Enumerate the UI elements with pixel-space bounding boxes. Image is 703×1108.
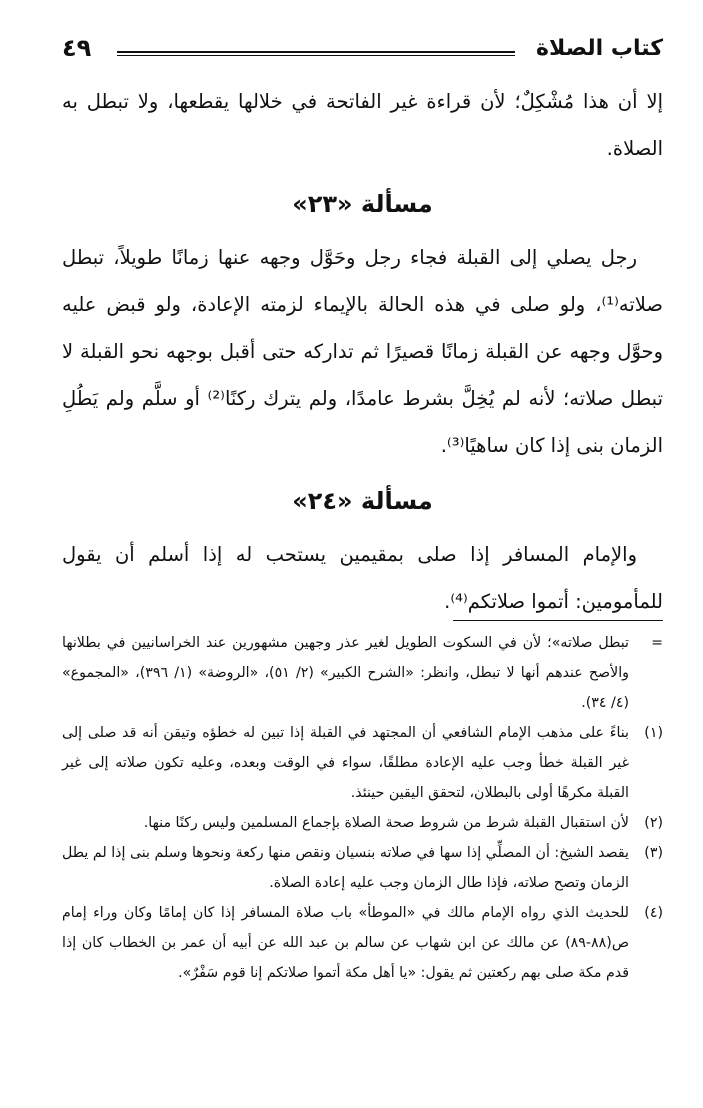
footnote-text: بناءً على مذهب الإمام الشافعي أن المجتهد في القبلة إذا تبين له خطؤه وتيقن أنه قد صلى إلى غير القبلة خطأ وجب عليه الإعادة مطلقًا، سواء في الوقت وبعده، وعليه تكون صلاته إلى غير القبلة مكرهًا أولى بالبطلان، لتحقق اليقين حينئذ. bbox=[62, 725, 629, 801]
footnote-mark: (٤) bbox=[644, 905, 663, 921]
header-rule bbox=[117, 51, 515, 56]
issue-24-heading: مسألة «٢٤» bbox=[292, 487, 433, 515]
issue-23-heading: مسألة «٢٣» bbox=[292, 190, 433, 218]
footnote-text: يقصد الشيخ: أن المصلِّي إذا سها في صلاته بنسيان ونقص منها ركعة ونحوها وسلم بنى إذا لم يطل الزمان وتصح صلاته، فإذا طال الزمان وجب عليه إعادة الصلاة. bbox=[62, 845, 629, 891]
footnote-2 bbox=[62, 808, 663, 838]
page-number: ٤٩ bbox=[62, 34, 92, 62]
chapter-title: كتاب الصلاة bbox=[536, 36, 663, 61]
footnote-mark: (٢) bbox=[644, 815, 663, 831]
main-text bbox=[62, 78, 663, 625]
footnote-text: تبطل صلاته»؛ لأن في السكوت الطويل لغير عذر وجهين مشهورين عند الخراسانيين في بطلانها والأصح عندهم أنها لا تبطل، وانظر: «الشرح الكبير» (٢/ ٥١)، «الروضة» (١/ ٣٩٦)، «المجموع» (٤/ ٣٤). bbox=[62, 635, 629, 711]
footnote-mark: (١) bbox=[644, 725, 663, 741]
footnote-continued bbox=[62, 628, 663, 718]
footnote-1 bbox=[62, 718, 663, 808]
running-header bbox=[62, 30, 663, 70]
intro-paragraph: إلا أن هذا مُشْكِلٌ؛ لأن قراءة غير الفاتحة في خلالها يقطعها، ولا تبطل به الصلاة. bbox=[62, 90, 663, 160]
footnote-mark: = bbox=[651, 635, 663, 651]
footnotes bbox=[62, 628, 663, 988]
footnote-text: لأن استقبال القبلة شرط من شروط صحة الصلاة بإجماع المسلمين وليس ركنًا منها. bbox=[143, 815, 629, 831]
footnote-3 bbox=[62, 838, 663, 898]
footnote-text: للحديث الذي رواه الإمام مالك في «الموطأ» باب صلاة المسافر إذا كان إمامًا وكان وراء إمام ص(٨٨-٨٩) عن مالك عن ابن شهاب عن سالم بن عبد الله عن أبيه أن عمر بن الخطاب كان إذا قدم مكة صلى بهم ركعتين ثم يقول: «يا أهل مكة أتموا صلاتكم إنا قوم سَفْرٌ». bbox=[62, 905, 629, 981]
footnote-separator bbox=[453, 620, 663, 621]
footnote-4 bbox=[62, 898, 663, 988]
issue-23-paragraph: رجل يصلي إلى القبلة فجاء رجل وحَوَّل وجهه عنها زمانًا طويلاً، تبطل صلاته⁽¹⁾، ولو صلى في هذه الحالة بالإيماء لزمته الإعادة، ولو قبض عليه وحوَّل وجهه عن القبلة زمانًا قصيرًا ثم تداركه حتى أقبل بوجهه نحو القبلة لا تبطل صلاته؛ لأنه لم يُخِلَّ بشرط عامدًا، ولم يترك ركنًا⁽²⁾ أو سلَّم ولم يَطُلِ الزمان بنى إذا كان ساهيًا⁽³⁾. bbox=[62, 246, 663, 457]
issue-24-paragraph: والإمام المسافر إذا صلى بمقيمين يستحب له إذا أسلم أن يقول للمأمومين: أتموا صلاتكم⁽⁴⁾. bbox=[62, 543, 663, 613]
footnote-mark: (٣) bbox=[644, 845, 663, 861]
